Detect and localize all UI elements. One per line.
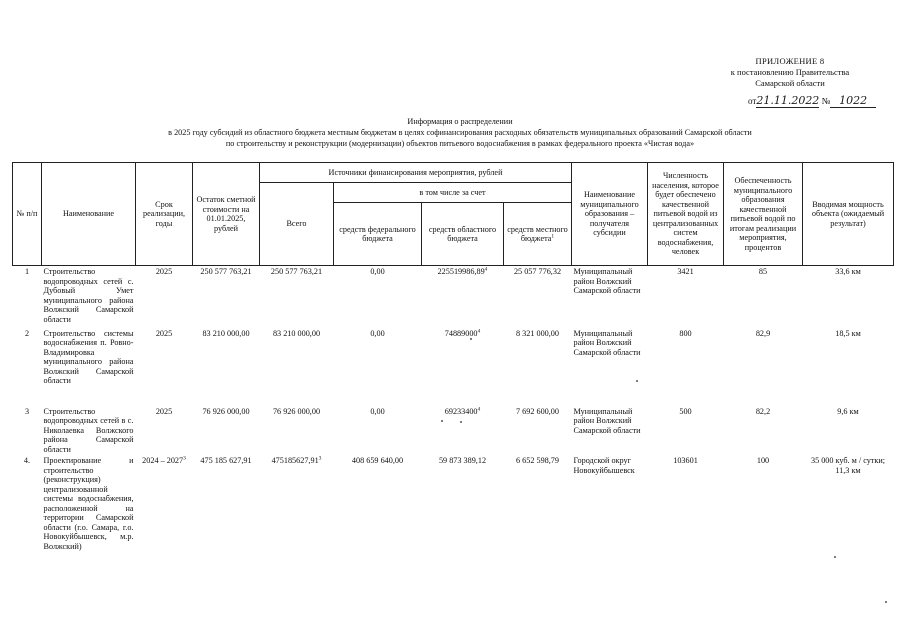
cell-population-text: 103601 xyxy=(673,456,698,465)
cell-local-text: 8 321 000,00 xyxy=(516,328,559,338)
cell-balance xyxy=(193,266,260,328)
cell-population-text: 800 xyxy=(679,328,692,338)
table-row xyxy=(13,328,894,406)
header-balance: Остаток сметной стоимости на 01.01.2025, рублей xyxy=(193,163,260,266)
cell-balance xyxy=(193,328,260,406)
cell-regional xyxy=(422,406,504,456)
cell-recipient-text: Городской округ Новокуйбышевск xyxy=(573,456,635,475)
header-sources: Источники финансирования мероприятия, рублей xyxy=(260,163,572,183)
cell-term xyxy=(136,328,193,406)
heading-line-1: Информация о распределении xyxy=(407,117,513,126)
header-local xyxy=(504,203,572,266)
cell-local-text: 6 652 598,79 xyxy=(516,456,559,465)
cell-population xyxy=(648,455,724,575)
cell-term-text: 2025 xyxy=(155,328,173,338)
cell-term xyxy=(136,266,193,328)
scan-speck xyxy=(885,601,887,603)
header-capacity: Вводимая мощность объекта (ожидаемый результат) xyxy=(803,163,894,266)
cell-federal xyxy=(334,455,422,575)
cell-name xyxy=(42,266,136,328)
appendix-line-2: к постановлению Правительства xyxy=(730,67,850,77)
cell-term-text: 2025 xyxy=(155,406,173,416)
cell-term xyxy=(136,455,193,575)
cell-total xyxy=(260,406,334,456)
cell-total xyxy=(260,266,334,328)
cell-capacity xyxy=(803,406,894,456)
cell-share xyxy=(724,406,803,456)
cell-name xyxy=(42,328,136,406)
date-prefix: от xyxy=(748,96,757,106)
cell-name xyxy=(42,455,136,575)
cell-total xyxy=(260,455,334,575)
cell-recipient xyxy=(572,455,648,575)
cell-recipient-text: Муниципальный район Волжский Самарской области xyxy=(573,406,641,435)
cell-capacity-text: 18,5 км xyxy=(835,328,861,338)
header-recipient: Наименование муниципального образования – получателя субсидии xyxy=(572,163,648,266)
table-row xyxy=(13,266,894,328)
cell-name xyxy=(42,406,136,456)
cell-num xyxy=(13,455,42,575)
cell-recipient xyxy=(572,266,648,328)
order-number: 1022 xyxy=(830,94,876,108)
header-name: Наименование xyxy=(42,163,136,266)
cell-population xyxy=(648,406,724,456)
number-prefix: № xyxy=(821,96,831,106)
scan-speck xyxy=(460,421,462,423)
header-population: Численность населения, которое будет обеспечено качественной питьевой водой из централизованных систем водоснабжения, человек xyxy=(648,163,724,266)
cell-capacity xyxy=(803,455,894,575)
cell-num-text: 4. xyxy=(23,456,31,465)
cell-federal xyxy=(334,328,422,406)
header-term: Срок реализации, годы xyxy=(136,163,193,266)
cell-total-text: 76 926 000,00 xyxy=(272,406,321,416)
cell-share xyxy=(724,266,803,328)
cell-total-text: 83 210 000,00 xyxy=(272,328,321,338)
cell-share-text: 82,2 xyxy=(755,406,771,416)
header-regional: средств областного бюджета xyxy=(422,203,504,266)
cell-recipient xyxy=(572,328,648,406)
appendix-block xyxy=(700,56,880,89)
cell-total-text: 475185627,91 xyxy=(271,456,319,465)
header-local-text: средств местного бюджета xyxy=(507,224,568,243)
cell-balance-text: 83 210 000,00 xyxy=(202,328,250,338)
cell-share-text: 85 xyxy=(758,267,768,276)
cell-share-text: 100 xyxy=(756,456,770,465)
cell-local-text: 25 057 776,32 xyxy=(513,267,562,276)
cell-share-text: 82,9 xyxy=(755,328,771,338)
cell-term xyxy=(136,406,193,456)
cell-num xyxy=(13,406,42,456)
header-including: в том числе за счет xyxy=(334,183,572,203)
cell-local-text: 7 692 600,00 xyxy=(516,406,559,416)
cell-regional-text: 225519986,89 xyxy=(437,267,485,276)
cell-regional-text: 74889000 xyxy=(444,328,478,338)
header-federal: средств федерального бюджета xyxy=(334,203,422,266)
cell-federal-text: 0,00 xyxy=(370,406,385,416)
cell-balance-text: 250 577 763,21 xyxy=(200,267,252,276)
cell-federal xyxy=(334,406,422,456)
header-num: № п/п xyxy=(13,163,42,266)
cell-recipient-text: Муниципальный район Волжский Самарской области xyxy=(573,328,641,357)
cell-balance-text: 76 926 000,00 xyxy=(202,406,250,416)
cell-federal xyxy=(334,266,422,328)
cell-balance xyxy=(193,455,260,575)
header-total: Всего xyxy=(260,183,334,266)
cell-recipient xyxy=(572,406,648,456)
cell-capacity-text: 33,6 км xyxy=(835,267,861,276)
cell-name-text: Строительство водопроводных сетей с. Дубовый Умет муниципального района Волжский Самарской области xyxy=(43,267,134,324)
cell-num-text: 1 xyxy=(24,267,30,276)
cell-federal-text: 408 659 640,00 xyxy=(351,456,404,465)
cell-regional xyxy=(422,455,504,575)
order-date-number xyxy=(748,94,876,108)
table-row xyxy=(13,406,894,456)
header-local-footnote: 1 xyxy=(551,233,555,240)
header-share: Обеспеченность муниципального образования качественной питьевой водой по итогам реализации мероприятия, процентов xyxy=(724,163,803,266)
cell-num xyxy=(13,266,42,328)
cell-local xyxy=(504,455,572,575)
heading-line-2: в 2025 году субсидий из областного бюджета местным бюджетам в целях софинансирования расходных обязательств муниципальных образований Самарской области xyxy=(168,128,752,137)
cell-population xyxy=(648,328,724,406)
cell-regional xyxy=(422,266,504,328)
document-heading xyxy=(120,116,800,149)
table-row xyxy=(13,455,894,575)
cell-population xyxy=(648,266,724,328)
cell-local xyxy=(504,406,572,456)
scan-speck xyxy=(636,380,638,382)
cell-regional-footnote: 4 xyxy=(484,266,488,273)
cell-num-text: 2 xyxy=(24,328,30,338)
cell-share xyxy=(724,455,803,575)
cell-share xyxy=(724,328,803,406)
cell-regional xyxy=(422,328,504,406)
cell-local xyxy=(504,328,572,406)
cell-total xyxy=(260,328,334,406)
heading-line-3: по строительству и реконструкции (модернизации) объектов питьевого водоснабжения в рамках федерального проекта «Чистая вода» xyxy=(225,139,695,148)
order-date: 21.11.2022 xyxy=(756,94,820,107)
appendix-line-3: Самарской области xyxy=(755,78,825,88)
scan-speck xyxy=(834,556,836,558)
cell-balance-text: 475 185 627,91 xyxy=(200,456,252,465)
cell-regional-text: 59 873 389,12 xyxy=(438,456,487,465)
cell-name-text: Строительство водопроводных сетей в с. Николаевка Волжского района Самарской области xyxy=(43,406,134,454)
cell-capacity-text: 35 000 куб. м / сутки; 11,3 км xyxy=(810,456,886,475)
cell-capacity xyxy=(803,266,894,328)
scan-speck xyxy=(441,420,443,422)
scan-speck xyxy=(470,338,472,340)
cell-num-text: 3 xyxy=(24,406,30,416)
cell-term-text: 2024 – 2027 xyxy=(142,456,184,465)
appendix-title: ПРИЛОЖЕНИЕ 8 xyxy=(755,56,825,66)
cell-recipient-text: Муниципальный район Волжский Самарской области xyxy=(573,267,641,295)
cell-population-text: 3421 xyxy=(677,267,694,276)
cell-population-text: 500 xyxy=(679,406,692,416)
cell-term-footnote: 3 xyxy=(183,455,186,462)
cell-federal-text: 0,00 xyxy=(370,328,385,338)
cell-federal-text: 0,00 xyxy=(370,267,385,276)
cell-capacity xyxy=(803,328,894,406)
cell-num xyxy=(13,328,42,406)
cell-name-text: Проектирование и строительство (реконструкция) централизованной системы водоснабжения, расположенной на территории Самарской области (г.о. Самара, г.о. Новокуйбышевск, м.р. Волжский) xyxy=(43,456,134,551)
cell-regional-footnote: 4 xyxy=(477,327,481,334)
cell-total-text: 250 577 763,21 xyxy=(270,267,323,276)
cell-balance xyxy=(193,406,260,456)
cell-total-footnote: 3 xyxy=(318,455,322,462)
cell-regional-text: 69233400 xyxy=(444,406,478,416)
cell-local xyxy=(504,266,572,328)
cell-capacity-text: 9,6 км xyxy=(837,406,859,416)
cell-name-text: Строительство системы водоснабжения п. Ровно-Владимировка муниципального района Волжский Самарской области xyxy=(43,328,134,385)
cell-term-text: 2025 xyxy=(155,267,173,276)
subsidy-table xyxy=(12,162,894,575)
cell-regional-footnote: 4 xyxy=(477,405,481,412)
